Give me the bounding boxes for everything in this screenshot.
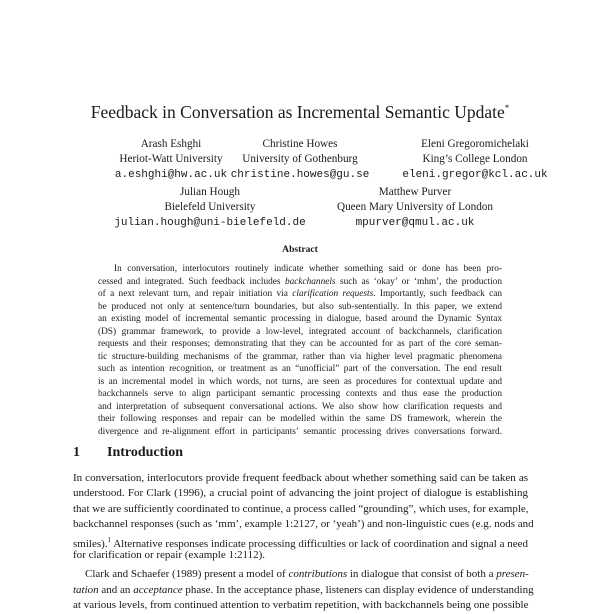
author-email[interactable]: christine.howes@gu.se xyxy=(230,168,370,181)
author-email[interactable]: a.eshghi@hw.ac.uk xyxy=(114,168,228,181)
abstract-line: their following responses and repair can be modelled within the same DS framework, wherein the xyxy=(98,414,502,424)
body-line: for clarification or repair (example 1:2112). xyxy=(73,548,266,561)
author-name: Christine Howes xyxy=(262,138,338,150)
abstract-line: and interpretation of subsequent conversational actions. We also show how clarification requests and xyxy=(98,401,502,412)
abstract-heading: Abstract xyxy=(282,244,318,255)
author-affiliation: University of Gothenburg xyxy=(242,153,358,166)
author-name: Matthew Purver xyxy=(378,186,452,198)
author-affiliation: Bielefeld University xyxy=(164,201,256,214)
abstract-line: be produced not only at sentence/turn boundaries, but also sub-sententially. In this paper, we extend xyxy=(98,301,502,312)
abstract-line: requests and their responses; demonstrating that they can be accounted for as part of the core seman- xyxy=(98,339,502,349)
author-block xyxy=(100,185,320,231)
abstract-line: backchannels serve to align participant semantic processing contexts and thus ease the production xyxy=(98,389,502,399)
abstract-line: such as intention recognition, or treatment as an “unofficial” part of the conversation. The end result xyxy=(98,364,502,374)
body-line: Clark and Schaefer (1989) present a model of contributions in dialogue that consist of both a presen- xyxy=(85,568,529,581)
section-heading xyxy=(73,444,183,462)
author-name: Eleni Gregoromichelaki xyxy=(421,138,529,150)
paper-title xyxy=(0,98,600,122)
author-block xyxy=(375,137,575,183)
section-number: 1 xyxy=(73,445,80,460)
body-line: at various levels, from continued attention to verbatim repetition, with backchannels being one possible xyxy=(73,599,529,612)
abstract-body xyxy=(98,263,502,438)
author-affiliation: Heriot-Watt University xyxy=(119,153,223,166)
section-title: Introduction xyxy=(107,445,183,460)
body-line: tation and an acceptance phase. In the acceptance phase, listeners can display evidence of understanding xyxy=(73,583,534,596)
body-line: backchannel responses (such as ‘mm’, example 1:2127, or ‘yeah’) and non-linguistic cues (e.g. nods and xyxy=(73,518,534,531)
body-line: that we are sufficiently coordinated to continue, a process called “grounding”, which uses, for example, xyxy=(73,502,529,515)
section-body xyxy=(73,471,534,614)
author-name: Julian Hough xyxy=(180,186,240,198)
author-block xyxy=(210,137,390,183)
author-email[interactable]: mpurver@qmul.ac.uk xyxy=(355,216,475,229)
paper-title-text: Feedback in Conversation as Incremental Semantic Update xyxy=(90,102,505,122)
abstract-line: (DS) grammar framework, to provide a low-level, integrated account of backchannels, clarification xyxy=(98,326,502,337)
abstract-line: cessed and integrated. Such feedback includes backchannels such as ‘okay’ or ‘mhm’, the production xyxy=(98,276,503,287)
body-line: smiles).$^1$ Alternative responses indicate processing difficulties or lack of coordination and signal a need xyxy=(73,535,528,550)
abstract-line: of a next relevant turn, and repair initiation via clarification requests. Importantly, such feedback can xyxy=(98,289,502,299)
abstract-line: In conversation, interlocutors routinely indicate whether something said or done has been pro- xyxy=(114,264,502,274)
author-block xyxy=(305,185,525,231)
title-footnote-mark: * xyxy=(504,103,510,113)
abstract-line: tic structure-building mechanisms of the grammar, rather than via higher level pragmatic phenomena xyxy=(98,351,502,362)
author-email[interactable]: eleni.gregor@kcl.ac.uk xyxy=(402,168,548,181)
abstract-line: an existing model of incremental semantic processing in dialogue, based around the Dynamic Syntax xyxy=(98,314,502,324)
abstract-line: is an incremental model in which words, not turns, are seen as procedures for contextual update and xyxy=(98,376,502,387)
body-line: understood. For Clark (1996), a crucial point of advancing the joint project of dialogue is establishing xyxy=(73,487,528,500)
abstract-line: divergence and re-alignment effort in participants’ semantic processing drives conversations forward. xyxy=(98,426,502,437)
author-affiliation: King’s College London xyxy=(422,153,528,166)
footnote-marker[interactable]: 1 xyxy=(107,535,112,544)
author-email[interactable]: julian.hough@uni-bielefeld.de xyxy=(114,216,306,229)
author-affiliation: Queen Mary University of London xyxy=(337,201,493,214)
body-line: In conversation, interlocutors provide frequent feedback about whether something said can be taken as xyxy=(73,472,528,484)
author-name: Arash Eshghi xyxy=(140,138,202,150)
